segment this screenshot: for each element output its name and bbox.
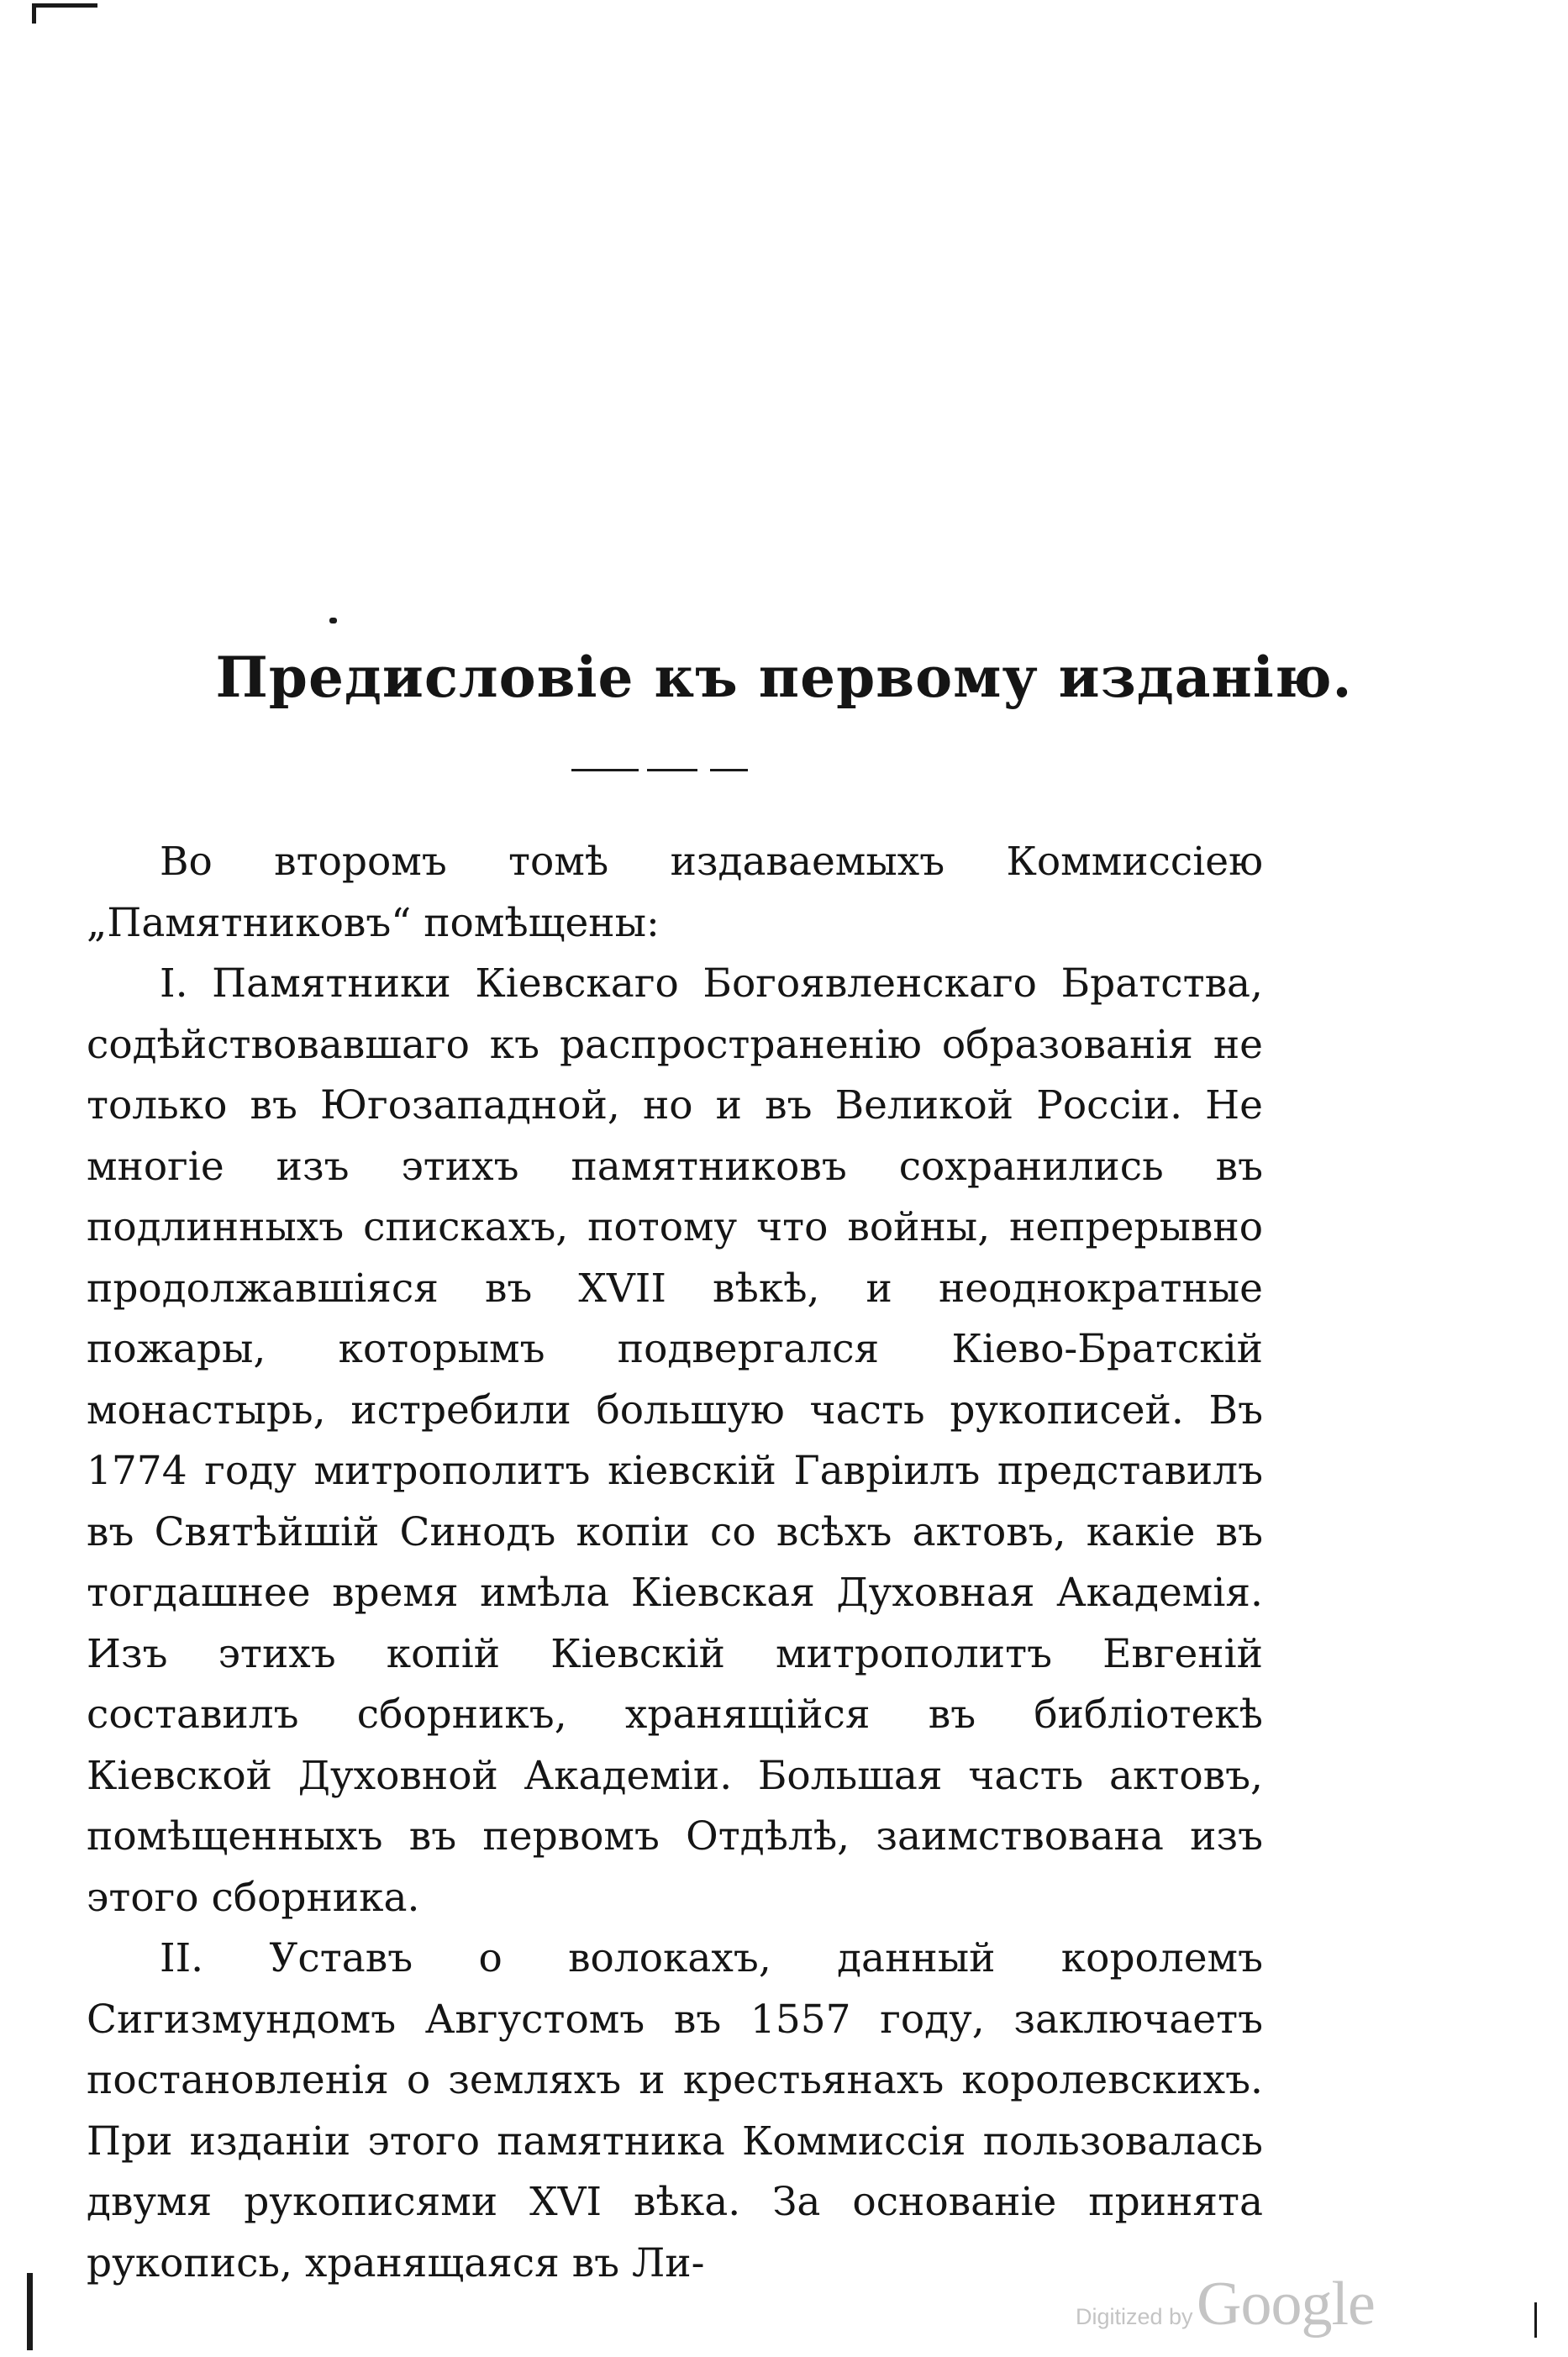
title-rule-segment xyxy=(647,769,697,771)
paragraph-section-one: I. Памятники Кіевскаго Богоявленскаго Братства, содѣйствовавшаго къ распространенію образованія не только въ Югозападной, но и въ Великой Россіи. Не многіе изъ этихъ памятниковъ сохранились въ подлинныхъ спискахъ, потому что войны, непрерывно продолжавшіяся въ XVII вѣкѣ, и неоднократные пожары, которымъ подвергался Кіево-Братскій монастырь, истребили большую часть рукописей. Въ 1774 году митрополитъ кіевскій Гавріилъ представилъ въ Святѣйшій Синодъ копіи со всѣхъ актовъ, какіе въ тогдашнее время имѣла Кіевская Духовная Академія. Изъ этихъ копій Кіевскій митрополитъ Евгеній составилъ сборникъ, хранящійся въ библіотекѣ Кіевской Духовной Академіи. Большая часть актовъ, помѣщенныхъ въ первомъ Отдѣлѣ, заимствована изъ этого сборника. xyxy=(87,960,1263,1921)
scan-corner-mark xyxy=(32,3,97,8)
scan-edge-mark xyxy=(27,2273,33,2350)
watermark-prefix: Digitized by xyxy=(1076,2304,1193,2329)
scan-corner-mark-vertical xyxy=(32,3,36,24)
page-title: Предисловіе къ первому изданію. xyxy=(215,644,1353,710)
title-rule-segment xyxy=(710,769,748,771)
paragraph-section-two: II. Уставъ о волокахъ, данный королемъ Сигизмундомъ Августомъ въ 1557 году, заключаетъ постановленія о земляхъ и крестьянахъ королевскихъ. При изданіи этого памятника Коммиссія пользовалась двумя рукописями XVI вѣка. За основаніе принята рукопись, хранящаяся въ Ли- xyxy=(87,1935,1263,2286)
scan-edge-mark-right xyxy=(1534,2302,1537,2338)
digitized-watermark xyxy=(1076,2269,1375,2340)
google-logo: Google xyxy=(1197,2270,1375,2339)
title-rule-segment xyxy=(571,769,639,771)
body-text xyxy=(87,832,1263,2294)
scan-speck xyxy=(329,618,337,623)
paragraph-intro: Во второмъ томѣ издаваемыхъ Коммиссіею „Памятниковъ“ помѣщены: xyxy=(87,839,1263,946)
